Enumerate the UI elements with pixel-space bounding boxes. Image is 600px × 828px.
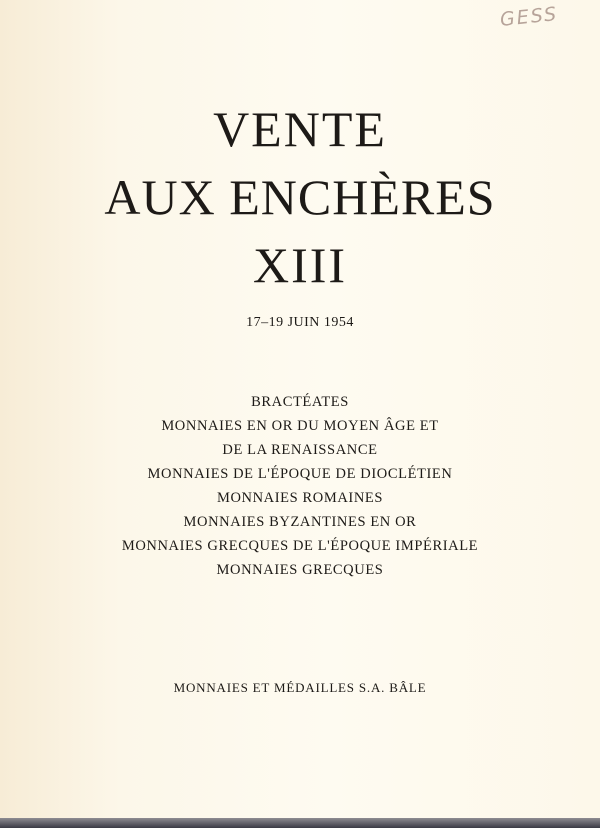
title-line-2: AUX ENCHÈRES [104,169,496,225]
sale-date: 17–19 JUIN 1954 [246,315,354,330]
scan-edge [0,818,600,828]
contents-item: MONNAIES GRECQUES [216,562,384,578]
contents-item: MONNAIES GRECQUES DE L'ÉPOQUE IMPÉRIALE [121,538,479,554]
title-line-3: XIII [252,237,348,293]
publisher: MONNAIES ET MÉDAILLES S.A. BÂLE [173,680,427,695]
contents-item: MONNAIES BYZANTINES EN OR [183,514,417,530]
contents-item: MONNAIES ROMAINES [216,490,384,506]
contents-list [0,390,600,582]
contents-item: MONNAIES EN OR DU MOYEN ÂGE ET [161,418,439,434]
contents-item: BRACTÉATES [251,394,349,410]
title-line-1: VENTE [213,101,387,157]
contents-item: DE LA RENAISSANCE [222,442,378,458]
contents-item: MONNAIES DE L'ÉPOQUE DE DIOCLÉTIEN [147,466,453,482]
handwritten-note: GESS [499,3,560,31]
